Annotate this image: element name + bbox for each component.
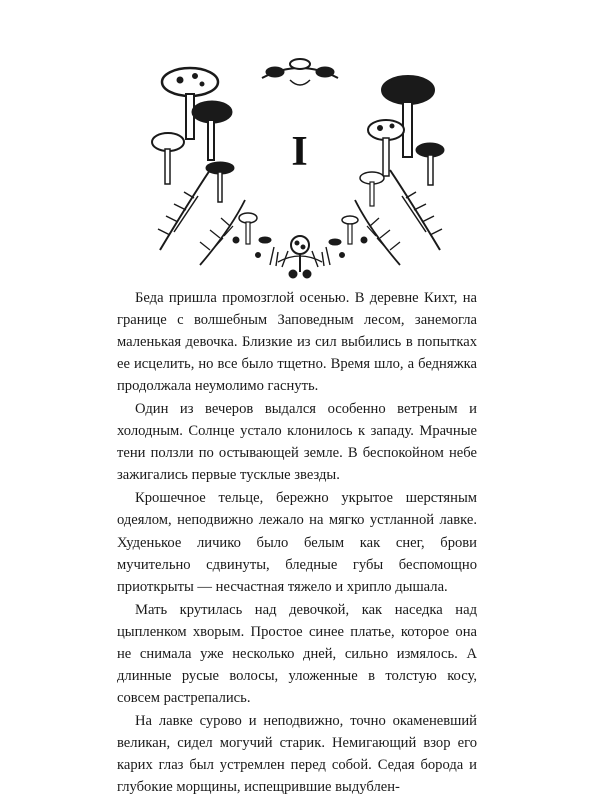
paragraph: Мать крутилась над девочкой, как наседка над цыпленком хворым. Простое синее платье, которое она не снимала уже несколько дней, сильно измялось. А длинные русые волосы, уложенные в толстую косу, совсем растрепались. (117, 601, 477, 706)
paragraph: Беда пришла промозглой осенью. В деревне Кихт, на границе с волшебным Заповедным лесом, занемогла маленькая девочка. Близкие из сил выбились в попытках ее исцелить, но все было тщетно. Время шло, а бедняжка продолжала неумолимо гаснуть. (117, 290, 477, 395)
paragraph: На лавке сурово и неподвижно, точно окаменевший великан, сидел могучий старик. Немигающий взор его карих глаз был устремлен перед собой. Седая борода и глубокие морщины, испещрившие выдублен- (117, 712, 477, 796)
paragraph: Один из вечеров выдался особенно ветреным и холодным. Солнце устало клонилось к западу. Мрачные тени ползли по остывающей земле. В беспокойном небе зажигались первые тусклые звезды. (117, 401, 477, 484)
chapter-numeral: I (291, 129, 309, 175)
body-text (117, 287, 477, 798)
paragraph: Крошечное тельце, бережно укрытое шерстяным одеялом, неподвижно лежало на мягко устланной лавке. Худенькое личико было белым как снег, брови мучительно сдвинуты, бледные губы беспомощно приоткрыты — несчастная тяжело и хрипло дышала. (117, 490, 477, 595)
